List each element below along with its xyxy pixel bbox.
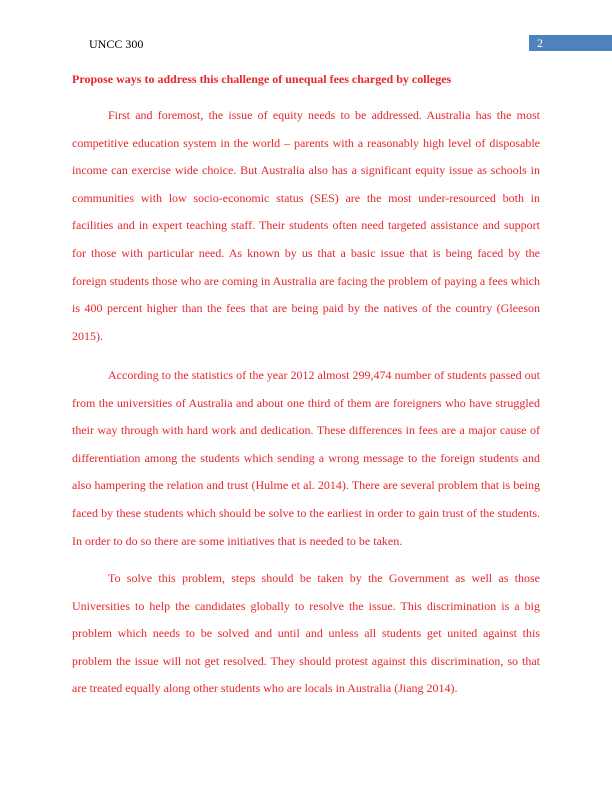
body-paragraph-3: To solve this problem, steps should be taken by the Government as well as those Universities to help the candidates globally to resolve the issue. This discrimination is a big problem which needs to be solved and until and unless all students get united against this problem the issue will not get resolved. They should protest against this discrimination, so that are treated equally along other students who are locals in Australia (Jiang 2014). (72, 571, 540, 696)
page-number-badge: 2 (529, 35, 612, 51)
running-head: UNCC 300 (89, 37, 144, 51)
body-paragraph-2: According to the statistics of the year 2012 almost 299,474 number of students passed out from the universities of Australia and about one third of them are foreigners who have struggled their way through with hard work and dedication. These differences in fees are a major cause of differentiation among the students which sending a wrong message to the foreign students and also hampering the relation and trust (Hulme et al. 2014). There are several problem that is being faced by these students which should be solve to the earliest in order to gain trust of the students. In order to do so there are some initiatives that is needed to be taken. (72, 368, 540, 548)
section-heading: Propose ways to address this challenge of unequal fees charged by colleges (72, 72, 452, 86)
body-paragraph-1: First and foremost, the issue of equity needs to be addressed. Australia has the most competitive education system in the world – parents with a reasonably high level of disposable income can exercise wide choice. But Australia also has a significant equity issue as schools in communities with low socio-economic status (SES) are the most under-resourced both in facilities and in expert teaching staff. Their students often need targeted assistance and support for those with particular need. As known by us that a basic issue that is being faced by the foreign students those who are coming in Australia are facing the problem of paying a fees which is 400 percent higher than the fees that are being paid by the natives of the country (Gleeson 2015). (72, 108, 540, 343)
